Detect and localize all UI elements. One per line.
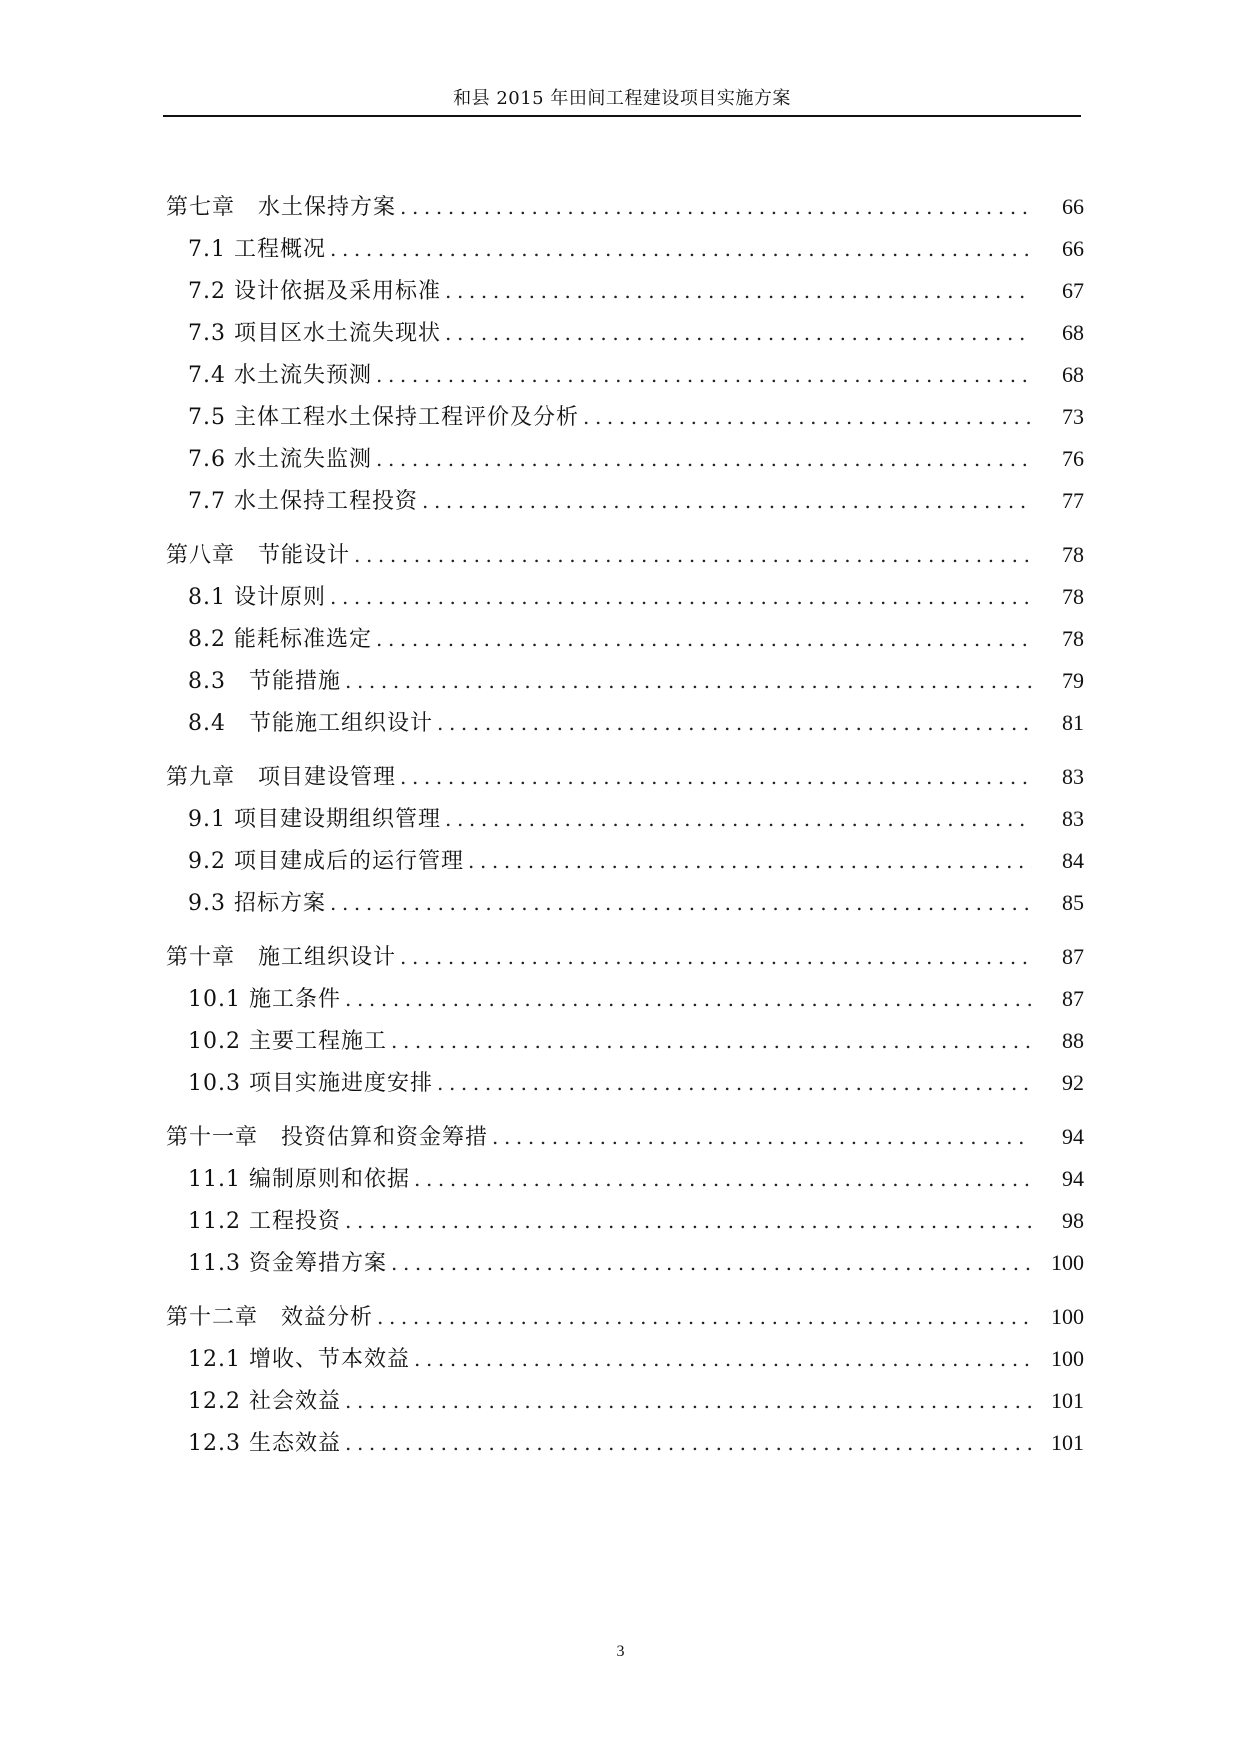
toc-entry-title: 9.2 项目建成后的运行管理 (188, 849, 464, 874)
toc-section-entry[interactable] (166, 396, 1084, 438)
running-header: 和县 2015 年田间工程建设项目实施方案 (453, 88, 791, 109)
toc-section-entry[interactable] (166, 312, 1084, 354)
toc-entry-page: 81 (1062, 710, 1084, 735)
toc-entry-title: 第八章 节能设计 (166, 543, 351, 568)
toc-dot-leader (354, 534, 1032, 576)
toc-section-entry[interactable] (166, 438, 1084, 480)
toc-entry-page: 98 (1062, 1208, 1084, 1233)
toc-dot-leader (422, 480, 1032, 522)
toc-dot-leader (345, 1380, 1032, 1422)
toc-entry-page: 77 (1062, 488, 1084, 513)
toc-entry-title: 7.1 工程概况 (188, 237, 326, 262)
toc-section-entry[interactable] (166, 270, 1084, 312)
toc-entry-page: 101 (1051, 1430, 1084, 1455)
toc-section-entry[interactable] (166, 618, 1084, 660)
toc-entry-page: 100 (1051, 1304, 1084, 1329)
toc-section-entry[interactable] (166, 660, 1084, 702)
toc-dot-leader (345, 978, 1032, 1020)
toc-entry-title: 第十二章 效益分析 (166, 1305, 374, 1330)
toc-entry-title: 第十一章 投资估算和资金筹措 (166, 1125, 489, 1150)
toc-entry-page: 78 (1062, 542, 1084, 567)
toc-section-entry[interactable] (166, 576, 1084, 618)
toc-chapter-entry[interactable] (166, 1296, 1084, 1338)
toc-entry-title: 8.4 节能施工组织设计 (188, 711, 433, 736)
toc-dot-leader (391, 1020, 1032, 1062)
toc-entry-title: 10.3 项目实施进度安排 (188, 1071, 433, 1096)
toc-entry-page: 85 (1062, 890, 1084, 915)
toc-dot-leader (345, 1200, 1032, 1242)
toc-chapter-entry[interactable] (166, 534, 1084, 576)
toc-section-entry[interactable] (166, 1062, 1084, 1104)
toc-entry-title: 11.3 资金筹措方案 (188, 1251, 387, 1276)
toc-section-entry[interactable] (166, 978, 1084, 1020)
toc-entry-title: 7.6 水土流失监测 (188, 447, 372, 472)
toc-chapter-entry[interactable] (166, 186, 1084, 228)
toc-entry-title: 第十章 施工组织设计 (166, 945, 397, 970)
toc-section-entry[interactable] (166, 882, 1084, 924)
toc-dot-leader (468, 840, 1032, 882)
toc-dot-leader (376, 354, 1032, 396)
toc-entry-page: 94 (1062, 1166, 1084, 1191)
toc-entry-page: 83 (1062, 806, 1084, 831)
toc-entry-page: 67 (1062, 278, 1084, 303)
toc-dot-leader (445, 798, 1032, 840)
toc-dot-leader (437, 702, 1032, 744)
toc-dot-leader (400, 756, 1032, 798)
toc-dot-leader (377, 1296, 1032, 1338)
toc-entry-title: 7.4 水土流失预测 (188, 363, 372, 388)
toc-entry-page: 88 (1062, 1028, 1084, 1053)
toc-entry-page: 101 (1051, 1388, 1084, 1413)
toc-section-entry[interactable] (166, 1158, 1084, 1200)
toc-entry-page: 68 (1062, 362, 1084, 387)
toc-entry-page: 68 (1062, 320, 1084, 345)
toc-entry-title: 8.1 设计原则 (188, 585, 326, 610)
toc-entry-title: 7.7 水土保持工程投资 (188, 489, 418, 514)
toc-entry-title: 12.2 社会效益 (188, 1389, 341, 1414)
toc-dot-leader (376, 438, 1032, 480)
toc-section-entry[interactable] (166, 1338, 1084, 1380)
toc-entry-title: 12.1 增收、节本效益 (188, 1347, 410, 1372)
toc-section-entry[interactable] (166, 228, 1084, 270)
toc-entry-title: 12.3 生态效益 (188, 1431, 341, 1456)
toc-dot-leader (345, 1422, 1032, 1464)
toc-dot-leader (583, 396, 1032, 438)
header-rule (163, 115, 1081, 117)
toc-entry-title: 7.5 主体工程水土保持工程评价及分析 (188, 405, 579, 430)
toc-chapter-entry[interactable] (166, 756, 1084, 798)
toc-dot-leader (414, 1158, 1032, 1200)
toc-section-entry[interactable] (166, 1242, 1084, 1284)
toc-entry-title: 11.1 编制原则和依据 (188, 1167, 410, 1192)
toc-section-entry[interactable] (166, 1422, 1084, 1464)
toc-entry-title: 第九章 项目建设管理 (166, 765, 397, 790)
toc-entry-title: 8.2 能耗标准选定 (188, 627, 372, 652)
toc-dot-leader (400, 936, 1032, 978)
toc-dot-leader (376, 618, 1032, 660)
toc-entry-page: 84 (1062, 848, 1084, 873)
toc-entry-page: 92 (1062, 1070, 1084, 1095)
toc-dot-leader (391, 1242, 1032, 1284)
toc-section-entry[interactable] (166, 1020, 1084, 1062)
toc-entry-page: 78 (1062, 584, 1084, 609)
toc-dot-leader (400, 186, 1032, 228)
toc-entry-page: 73 (1062, 404, 1084, 429)
toc-entry-page: 87 (1062, 944, 1084, 969)
toc-dot-leader (330, 576, 1032, 618)
toc-entry-title: 10.1 施工条件 (188, 987, 341, 1012)
toc-section-entry[interactable] (166, 1200, 1084, 1242)
toc-dot-leader (437, 1062, 1032, 1104)
toc-dot-leader (414, 1338, 1032, 1380)
toc-entry-title: 9.3 招标方案 (188, 891, 326, 916)
toc-entry-title: 7.2 设计依据及采用标准 (188, 279, 441, 304)
toc-section-entry[interactable] (166, 1380, 1084, 1422)
toc-entry-page: 94 (1062, 1124, 1084, 1149)
toc-entry-title: 第七章 水土保持方案 (166, 195, 397, 220)
toc-section-entry[interactable] (166, 354, 1084, 396)
toc-section-entry[interactable] (166, 798, 1084, 840)
toc-entry-title: 9.1 项目建设期组织管理 (188, 807, 441, 832)
toc-section-entry[interactable] (166, 480, 1084, 522)
toc-entry-page: 87 (1062, 986, 1084, 1011)
page-number: 3 (616, 1643, 625, 1660)
toc-dot-leader (445, 312, 1032, 354)
toc-dot-leader (345, 660, 1032, 702)
table-of-contents (166, 186, 1084, 1464)
toc-entry-page: 78 (1062, 626, 1084, 651)
toc-dot-leader (330, 882, 1032, 924)
toc-entry-page: 66 (1062, 236, 1084, 261)
toc-chapter-entry[interactable] (166, 936, 1084, 978)
toc-dot-leader (445, 270, 1032, 312)
toc-entry-title: 8.3 节能措施 (188, 669, 341, 694)
toc-entry-title: 11.2 工程投资 (188, 1209, 341, 1234)
toc-entry-page: 79 (1062, 668, 1084, 693)
toc-dot-leader (492, 1116, 1032, 1158)
toc-entry-page: 83 (1062, 764, 1084, 789)
toc-entry-page: 100 (1051, 1346, 1084, 1371)
toc-section-entry[interactable] (166, 702, 1084, 744)
toc-entry-page: 66 (1062, 194, 1084, 219)
toc-chapter-entry[interactable] (166, 1116, 1084, 1158)
toc-entry-title: 10.2 主要工程施工 (188, 1029, 387, 1054)
toc-entry-page: 76 (1062, 446, 1084, 471)
toc-section-entry[interactable] (166, 840, 1084, 882)
toc-entry-title: 7.3 项目区水土流失现状 (188, 321, 441, 346)
toc-dot-leader (330, 228, 1032, 270)
toc-entry-page: 100 (1051, 1250, 1084, 1275)
